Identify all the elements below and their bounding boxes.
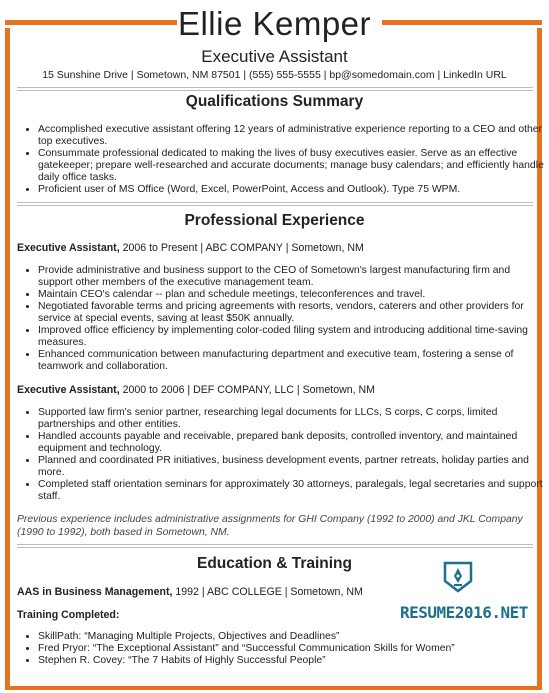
job-duties-list (20, 407, 544, 503)
job-duties-list (20, 265, 544, 373)
training-label: Training Completed: (17, 609, 120, 621)
divider (17, 544, 533, 548)
degree-name: AAS in Business Management, (17, 586, 173, 598)
job-role: Executive Assistant, (17, 242, 120, 254)
pen-nib-shield-icon (443, 561, 473, 593)
divider (17, 202, 533, 206)
degree-details: 1992 | ABC COLLEGE | Sometown, NM (172, 586, 363, 598)
job-header (17, 242, 364, 254)
list-item: • Planned and coordinated PR initiatives, business development events, partner retreats, holiday parties and more. (38, 455, 544, 479)
list-item: • Provide administrative and business support to the CEO of Sometown's largest manufacturing firm and support other members of the executive management team. (38, 265, 544, 289)
job-header (17, 384, 375, 396)
brand-watermark: RESUME2016.NET (400, 603, 528, 622)
job-details: 2000 to 2006 | DEF COMPANY, LLC | Sometown, NM (119, 384, 376, 396)
candidate-name: Ellie Kemper (177, 5, 372, 42)
list-item: • Completed staff orientation seminars for approximately 30 attorneys, paralegals, legal secretaries and support staff. (38, 479, 544, 503)
list-item: • Handled accounts payable and receivable, prepared bank deposits, controlled inventory, and maintained equipment and technology. (38, 431, 544, 455)
list-item: • Accomplished executive assistant offering 12 years of administrative experience reporting to a CEO and other top executives. (38, 124, 544, 148)
list-item: • Supported law firm's senior partner, researching legal documents for LLCs, S corps, C corps, limited partnerships and other entities. (38, 407, 544, 431)
list-item: • Consummate professional dedicated to making the lives of busy executives easier. Serve as an effective gatekeeper; prepare well-researched and accurate documents; manage busy calendars; and efficiently handle daily office tasks. (38, 148, 544, 184)
divider (17, 87, 533, 91)
qualifications-list (20, 124, 544, 196)
job-details: 2006 to Present | ABC COMPANY | Sometown, NM (119, 242, 364, 254)
degree-line (17, 586, 363, 598)
list-item: • Stephen R. Covey: “The 7 Habits of Highly Successful People” (38, 655, 544, 667)
footer-bar (5, 686, 542, 690)
list-item: • Fred Pryor: “The Exceptional Assistant” and “Successful Communication Skills for Women” (38, 643, 544, 655)
list-item: • Proficient user of MS Office (Word, Excel, PowerPoint, Access and Outlook). Type 75 WPM. (38, 184, 544, 196)
experience-heading: Professional Experience (184, 212, 365, 229)
list-item: • Maintain CEO's calendar -- plan and schedule meetings, teleconferences and travel. (38, 289, 544, 301)
list-item: • Enhanced communication between manufacturing department and executive team, fostering a sense of teamwork and collaboration. (38, 349, 544, 373)
list-item: • Negotiated favorable terms and pricing agreements with resorts, vendors, caterers and other providers for service at special events, saving at least $50K annually. (38, 301, 544, 325)
contact-line: 15 Sunshine Drive | Sometown, NM 87501 | (555) 555-5555 | bp@somedomain.com | LinkedIn URL (42, 69, 507, 81)
list-item: • Improved office efficiency by implementing color-coded filing system and introducing additional time-saving measures. (38, 325, 544, 349)
job-title: Executive Assistant (201, 47, 348, 66)
list-item: • SkillPath: “Managing Multiple Projects, Objectives and Deadlines” (38, 631, 544, 643)
training-list (20, 631, 544, 667)
previous-experience-note: Previous experience includes administrative assignments for GHI Company (1992 to 2000) and JKL Company (1990 to 1992), both based in Sometown, NM. (17, 514, 523, 538)
education-heading: Education & Training (196, 555, 352, 572)
qualifications-heading: Qualifications Summary (185, 93, 364, 110)
job-role: Executive Assistant, (17, 384, 120, 396)
